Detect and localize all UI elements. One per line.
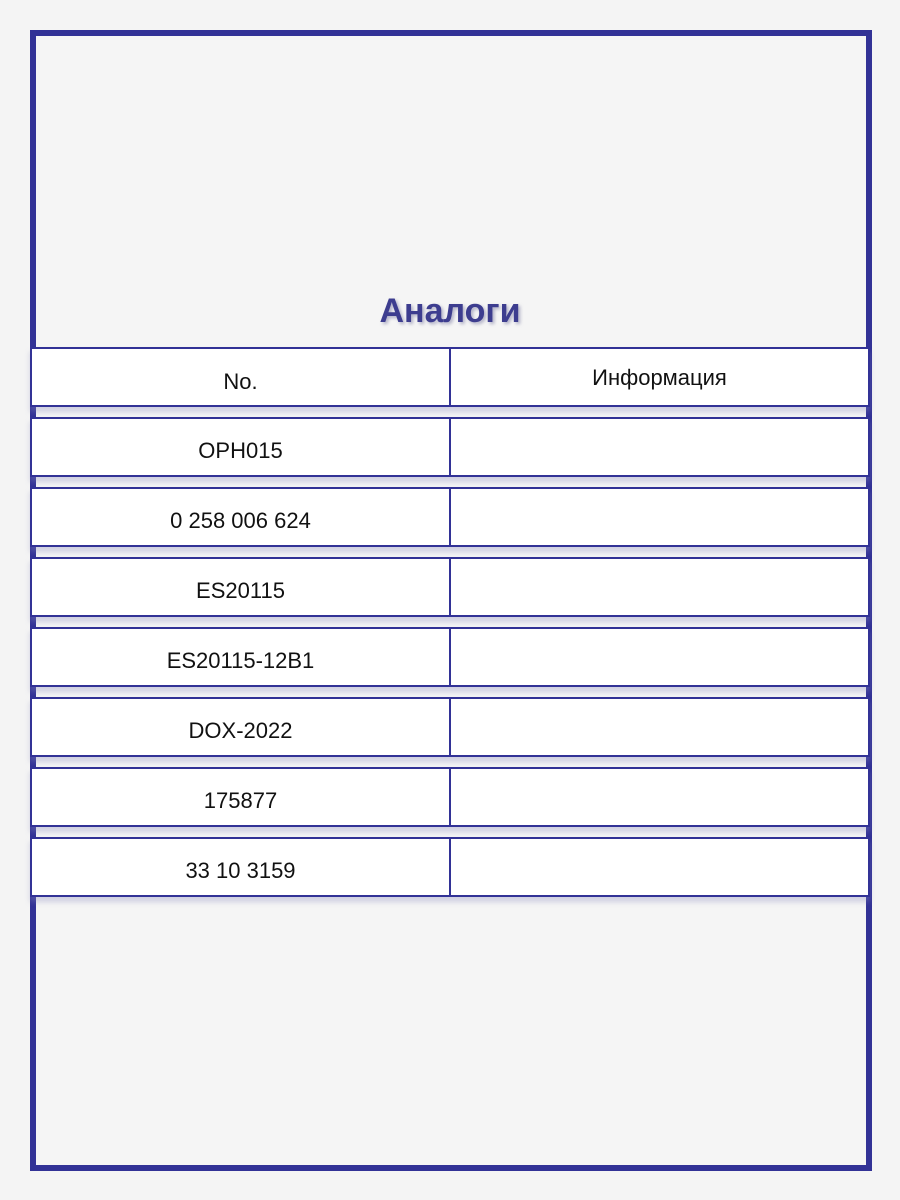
header-info: Информация	[592, 365, 727, 390]
info-cell	[451, 489, 868, 545]
info-cell	[451, 839, 868, 895]
info-cell	[451, 769, 868, 825]
part-number-cell: 33 10 3159	[32, 839, 451, 895]
part-number-cell: ES20115	[32, 559, 451, 615]
part-number-cell: 175877	[32, 769, 451, 825]
table-row	[30, 487, 870, 547]
page-title: Аналоги	[379, 292, 521, 330]
table-row	[30, 697, 870, 757]
info-cell	[451, 559, 868, 615]
part-number-cell: DOX-2022	[32, 699, 451, 755]
table-row	[30, 417, 870, 477]
part-number-cell: ES20115-12B1	[32, 629, 451, 685]
part-number-cell: OPH015	[32, 419, 451, 475]
table-header-row	[30, 347, 870, 407]
header-no: No.	[32, 349, 451, 405]
info-cell	[451, 419, 868, 475]
table-row	[30, 837, 870, 897]
table-row	[30, 557, 870, 617]
table-row	[30, 767, 870, 827]
info-cell	[451, 699, 868, 755]
part-number-cell: 0 258 006 624	[32, 489, 451, 545]
info-cell	[451, 629, 868, 685]
table-row	[30, 627, 870, 687]
